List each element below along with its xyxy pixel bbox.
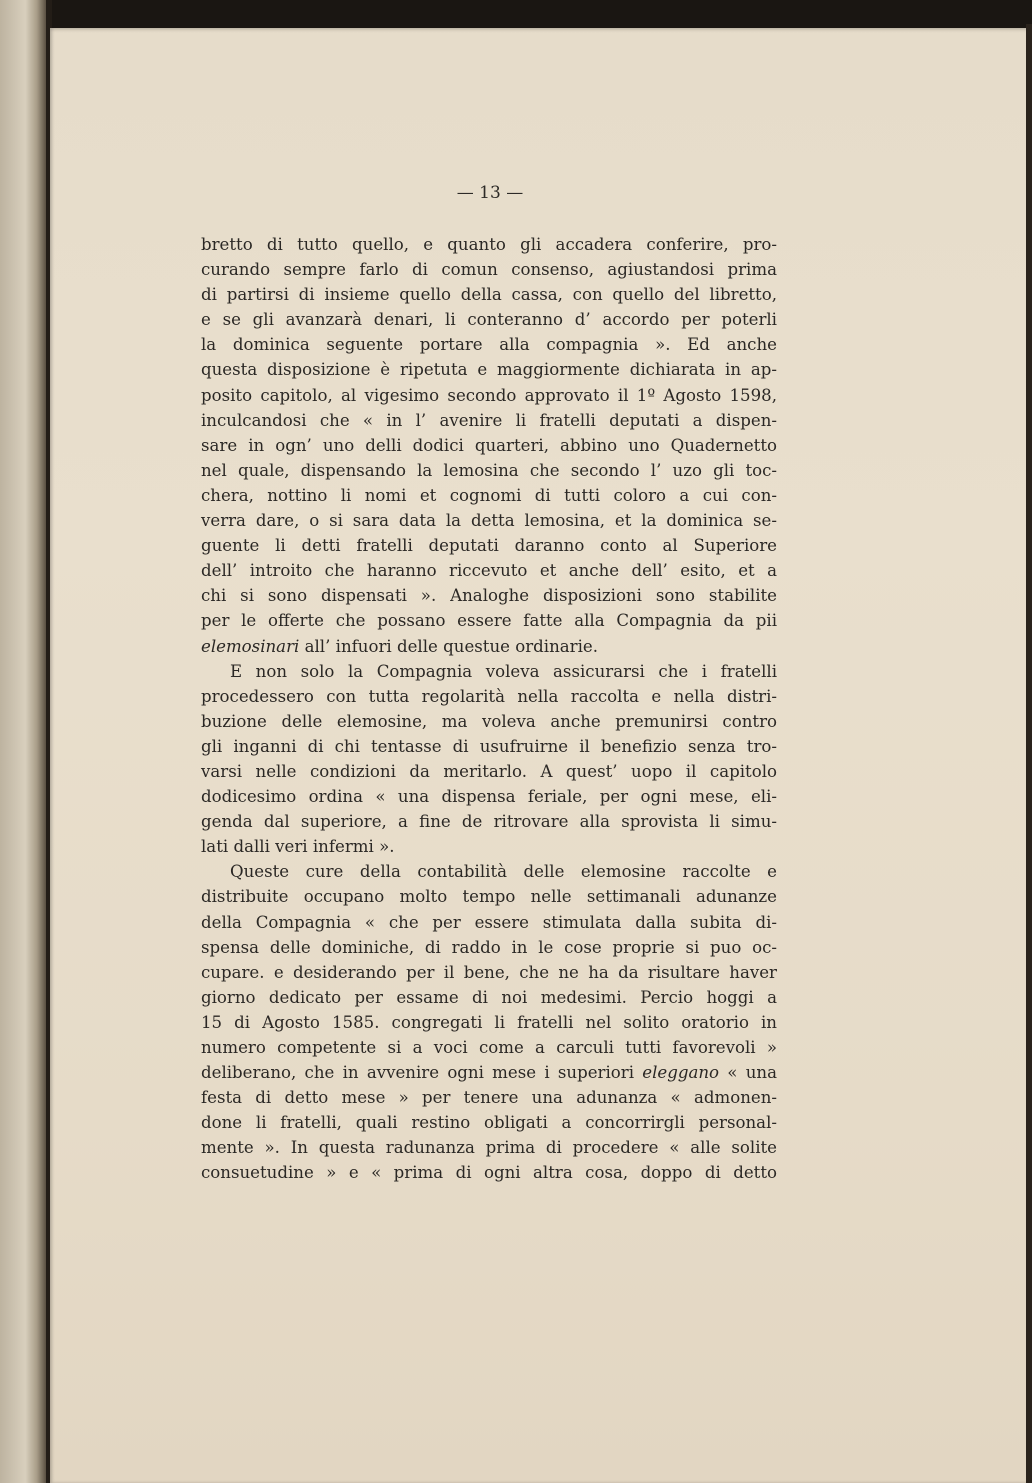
text-line: chera, nottino li nomi et cognomi di tutti coloro a cui con- <box>201 485 777 505</box>
text-line: posito capitolo, al vigesimo secondo approvato il 1º Agosto 1598, <box>201 385 777 405</box>
text-line: di partirsi di insieme quello della cassa, con quello del libretto, <box>201 285 777 305</box>
text-line: buzione delle elemosine, ma voleva anche premunirsi contro <box>201 711 777 731</box>
text-line: spensa delle dominiche, di raddo in le cose proprie si puo oc- <box>201 937 777 957</box>
body-text <box>201 232 777 1186</box>
text-line: gli inganni di chi tentasse di usufruirne il benefizio senza tro- <box>201 736 777 756</box>
page-number: — 13 — <box>456 183 524 203</box>
italic-term: eleggano <box>642 1063 720 1083</box>
text-line: verra dare, o si sara data la detta lemosina, et la dominica se- <box>201 511 777 531</box>
italic-term: elemosinari <box>201 636 300 656</box>
text-line: per le offerte che possano essere fatte alla Compagnia da pii <box>201 611 777 631</box>
text-line: E non solo la Compagnia voleva assicurarsi che i fratelli <box>230 661 777 681</box>
text-line: sare in ogn’ uno delli dodici quarteri, abbino uno Quadernetto <box>201 435 777 455</box>
text-line: guente li detti fratelli deputati daranno conto al Superiore <box>201 536 777 556</box>
text-line: distribuite occupano molto tempo nelle settimanali adunanze <box>201 887 777 907</box>
text-line: chi si sono dispensati ». Analoghe disposizioni sono stabilite <box>201 586 777 606</box>
text-line: festa di detto mese » per tenere una adunanza « admonen- <box>201 1088 777 1108</box>
text-line: dell’ introito che haranno riccevuto et anche dell’ esito, et a <box>201 561 777 581</box>
text-line: consuetudine » e « prima di ogni altra cosa, doppo di detto <box>201 1163 777 1183</box>
text-line: varsi nelle condizioni da meritarlo. A quest’ uopo il capitolo <box>201 761 777 781</box>
text-line: questa disposizione è ripetuta e maggiormente dichiarata in ap- <box>201 360 777 380</box>
text-line <box>201 634 777 659</box>
text-line <box>201 1060 777 1085</box>
text-line: Queste cure della contabilità delle elemosine raccolte e <box>230 862 777 882</box>
text-line: genda dal superiore, a fine de ritrovare alla sprovista li simu- <box>201 812 777 832</box>
text-line: dodicesimo ordina « una dispensa feriale, per ogni mese, eli- <box>201 787 777 807</box>
text-line: della Compagnia « che per essere stimulata dalla subita di- <box>201 912 777 932</box>
text-line: lati dalli veri infermi ». <box>201 837 395 857</box>
text-line: curando sempre farlo di comun consenso, agiustandosi prima <box>201 260 777 280</box>
text-fragment: « una <box>719 1063 777 1083</box>
text-line: la dominica seguente portare alla compagnia ». Ed anche <box>201 335 777 355</box>
book-binding <box>0 0 46 1483</box>
text-fragment: all’ infuori delle questue ordinarie. <box>299 636 598 656</box>
text-line: procedessero con tutta regolarità nella raccolta e nella distri- <box>201 686 777 706</box>
text-line: nel quale, dispensando la lemosina che secondo l’ uzo gli toc- <box>201 460 777 480</box>
text-line: inculcandosi che « in l’ avenire li fratelli deputati a dispen- <box>201 410 777 430</box>
page-edge <box>1026 24 1032 1483</box>
text-line: mente ». In questa radunanza prima di procedere « alle solite <box>201 1138 777 1158</box>
text-fragment: deliberano, che in avvenire ogni mese i superiori <box>201 1063 643 1083</box>
text-line: giorno dedicato per essame di noi medesimi. Percio hoggi a <box>201 987 777 1007</box>
text-line: e se gli avanzarà denari, li conteranno d’ accordo per poterli <box>201 310 777 330</box>
text-line: done li fratelli, quali restino obligati a concorrirgli personal- <box>201 1113 777 1133</box>
text-line: cupare. e desiderando per il bene, che ne ha da risultare haver <box>201 962 777 982</box>
text-line: 15 di Agosto 1585. congregati li fratelli nel solito oratorio in <box>201 1012 777 1032</box>
text-line: bretto di tutto quello, e quanto gli accadera conferire, pro- <box>201 235 777 254</box>
text-line: numero competente si a voci come a carculi tutti favorevoli » <box>201 1038 777 1057</box>
